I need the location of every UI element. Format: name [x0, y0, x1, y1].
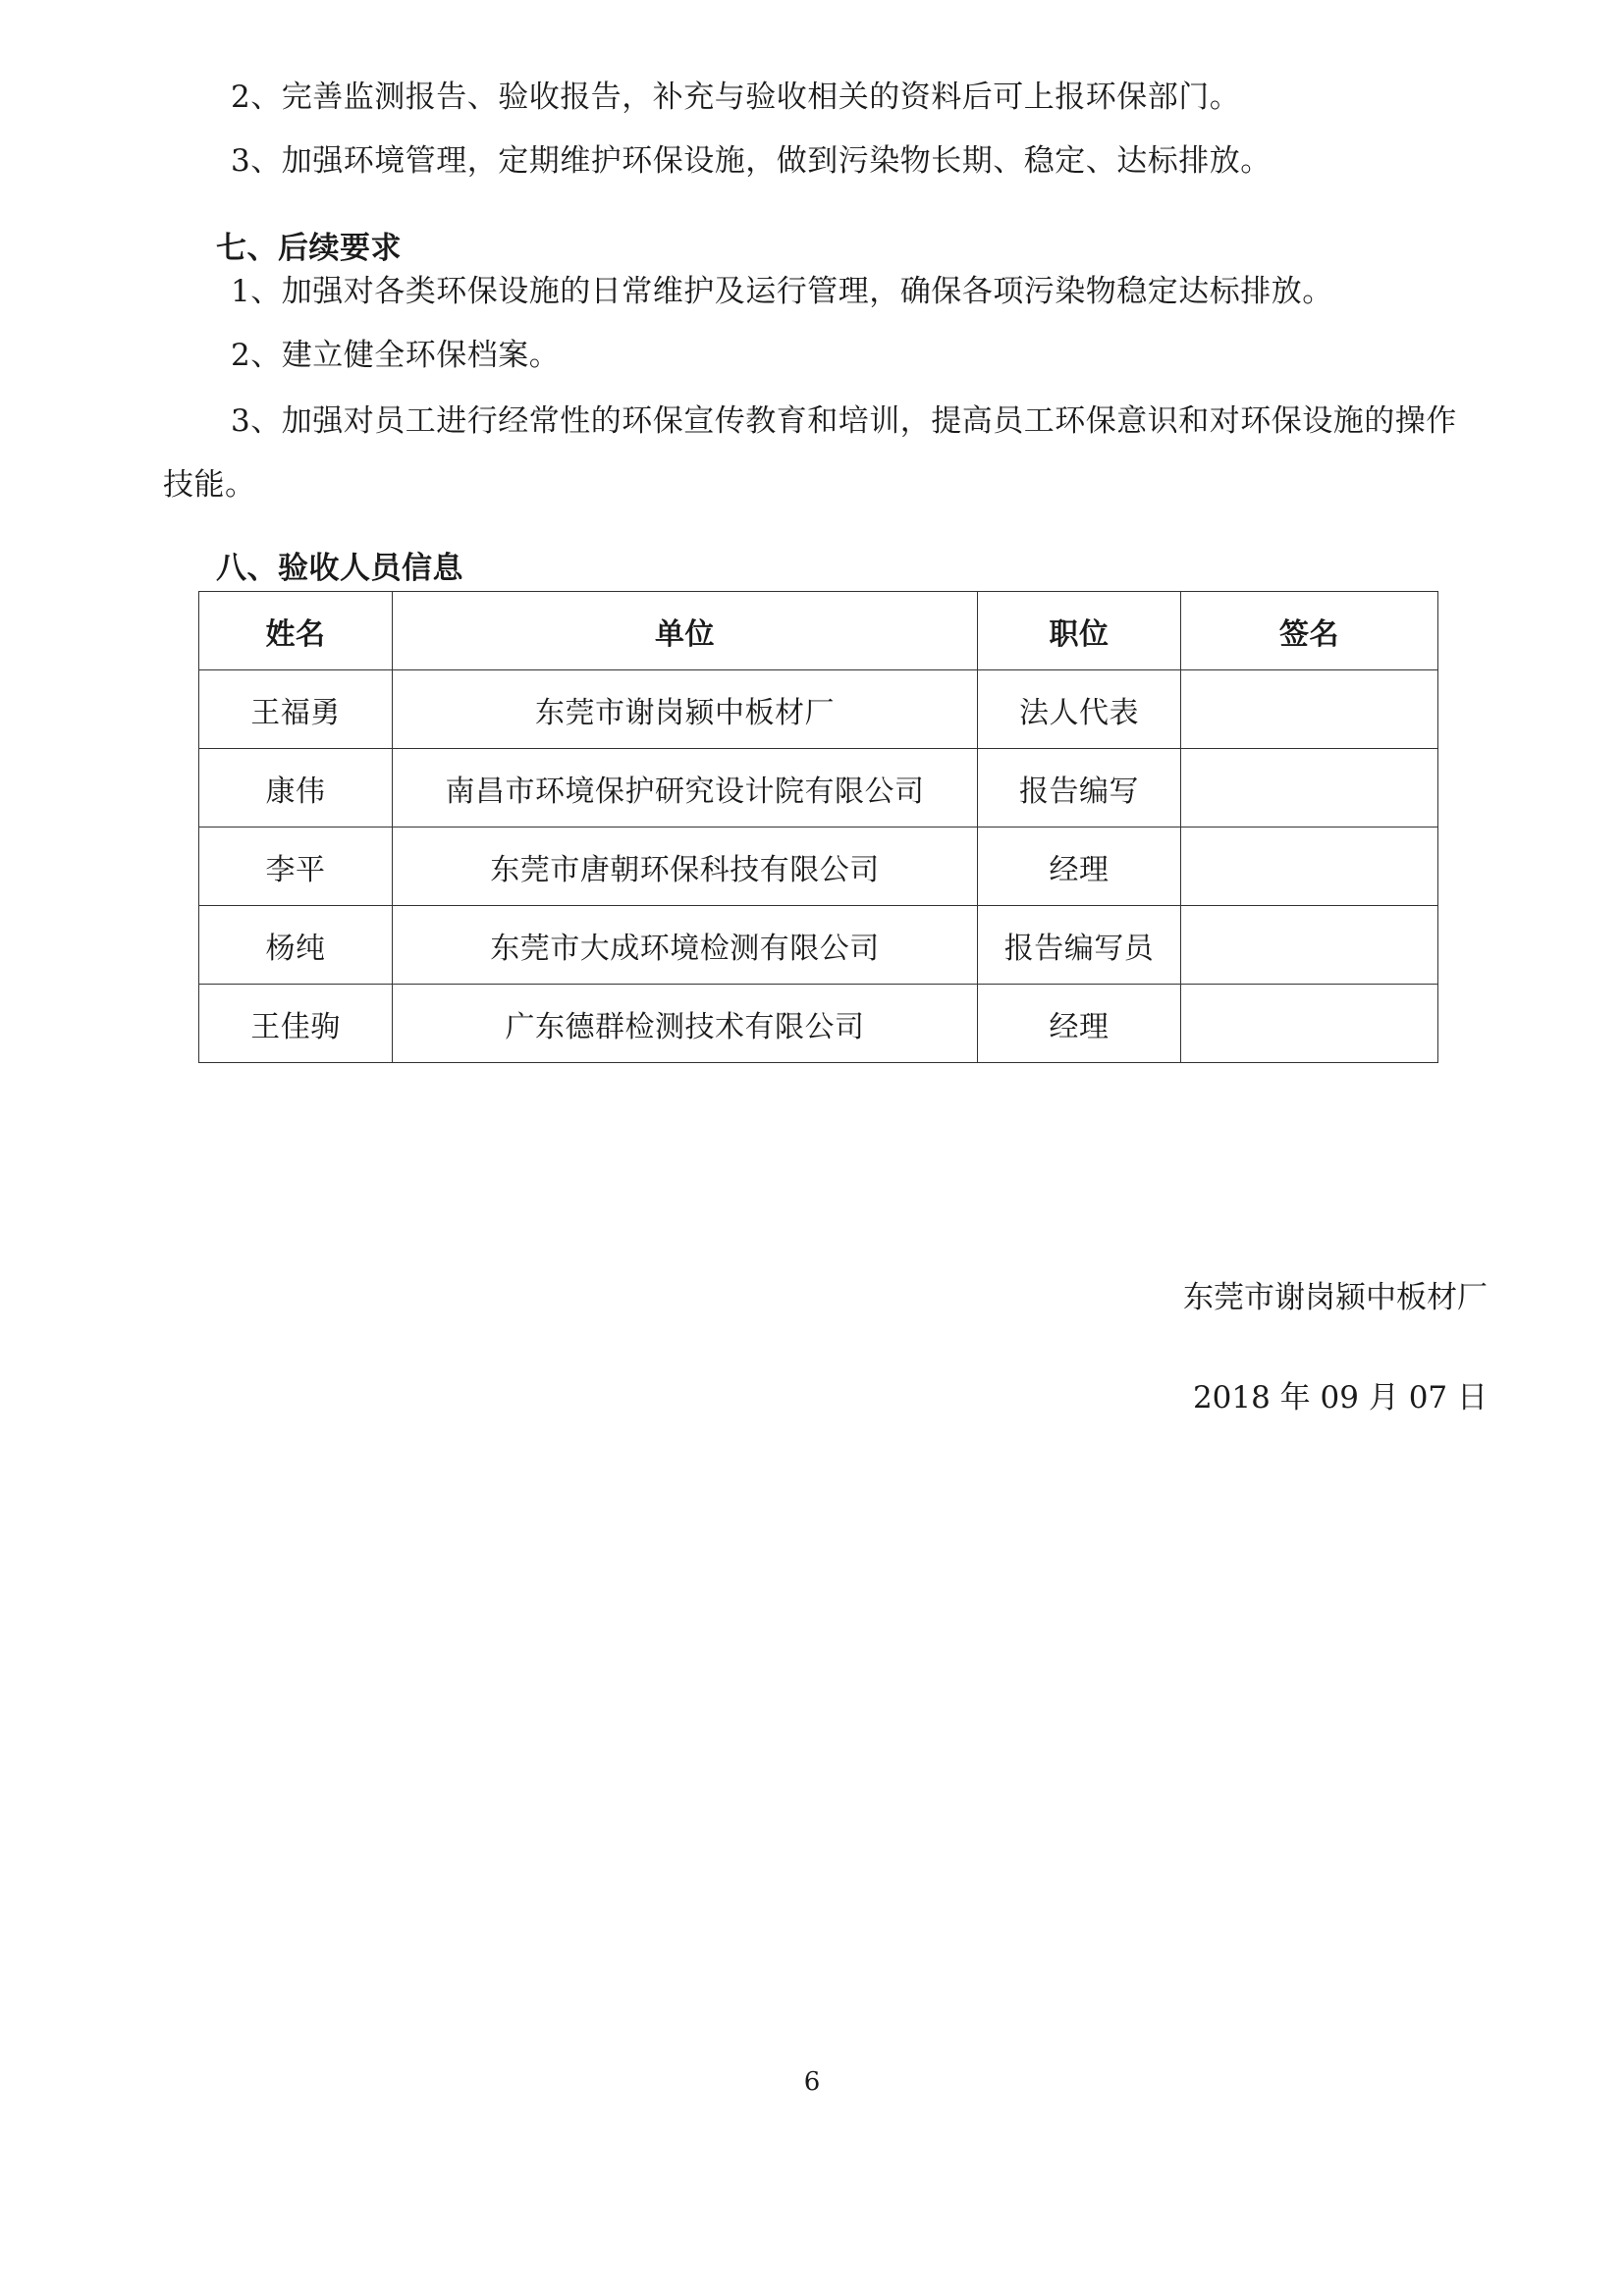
table-row [199, 828, 1438, 906]
section7-item-2: 2、建立健全环保档案。 [231, 338, 561, 373]
signature-organization: 东莞市谢岗颍中板材厂 [1183, 1280, 1488, 1315]
acceptance-staff-table [198, 591, 1438, 1063]
cell-name: 杨纯 [199, 906, 393, 985]
header-signature: 签名 [1181, 592, 1438, 670]
section6-item-3: 3、加强环境管理，定期维护环保设施，做到污染物长期、稳定、达标排放。 [231, 143, 1272, 179]
cell-position: 报告编写 [978, 749, 1181, 828]
cell-unit: 东莞市大成环境检测有限公司 [393, 906, 978, 985]
cell-position: 法人代表 [978, 670, 1181, 749]
cell-signature [1181, 749, 1438, 828]
section8-heading: 八、验收人员信息 [216, 551, 463, 586]
header-position: 职位 [978, 592, 1181, 670]
table-row [199, 670, 1438, 749]
cell-name: 王福勇 [199, 670, 393, 749]
cell-unit: 东莞市唐朝环保科技有限公司 [393, 828, 978, 906]
cell-unit: 广东德群检测技术有限公司 [393, 985, 978, 1063]
section7-item-3: 3、加强对员工进行经常性的环保宣传教育和培训，提高员工环保意识和对环保设施的操作技能。 [163, 403, 1457, 503]
cell-signature [1181, 670, 1438, 749]
table-header-row [199, 592, 1438, 670]
table-row [199, 749, 1438, 828]
cell-name: 王佳驹 [199, 985, 393, 1063]
cell-signature [1181, 906, 1438, 985]
section7-item-1: 1、加强对各类环保设施的日常维护及运行管理，确保各项污染物稳定达标排放。 [231, 274, 1333, 309]
cell-signature [1181, 828, 1438, 906]
cell-name: 李平 [199, 828, 393, 906]
cell-unit: 南昌市环境保护研究设计院有限公司 [393, 749, 978, 828]
cell-position: 经理 [978, 985, 1181, 1063]
cell-position: 经理 [978, 828, 1181, 906]
page-number: 6 [803, 2067, 821, 2097]
table-row [199, 906, 1438, 985]
section6-item-2: 2、完善监测报告、验收报告，补充与验收相关的资料后可上报环保部门。 [231, 80, 1241, 115]
cell-position: 报告编写员 [978, 906, 1181, 985]
table-row [199, 985, 1438, 1063]
cell-name: 康伟 [199, 749, 393, 828]
cell-unit: 东莞市谢岗颍中板材厂 [393, 670, 978, 749]
cell-signature [1181, 985, 1438, 1063]
header-name: 姓名 [199, 592, 393, 670]
signature-date: 2018 年 09 月 07 日 [1192, 1380, 1488, 1415]
header-unit: 单位 [393, 592, 978, 670]
section7-heading: 七、后续要求 [216, 231, 402, 266]
